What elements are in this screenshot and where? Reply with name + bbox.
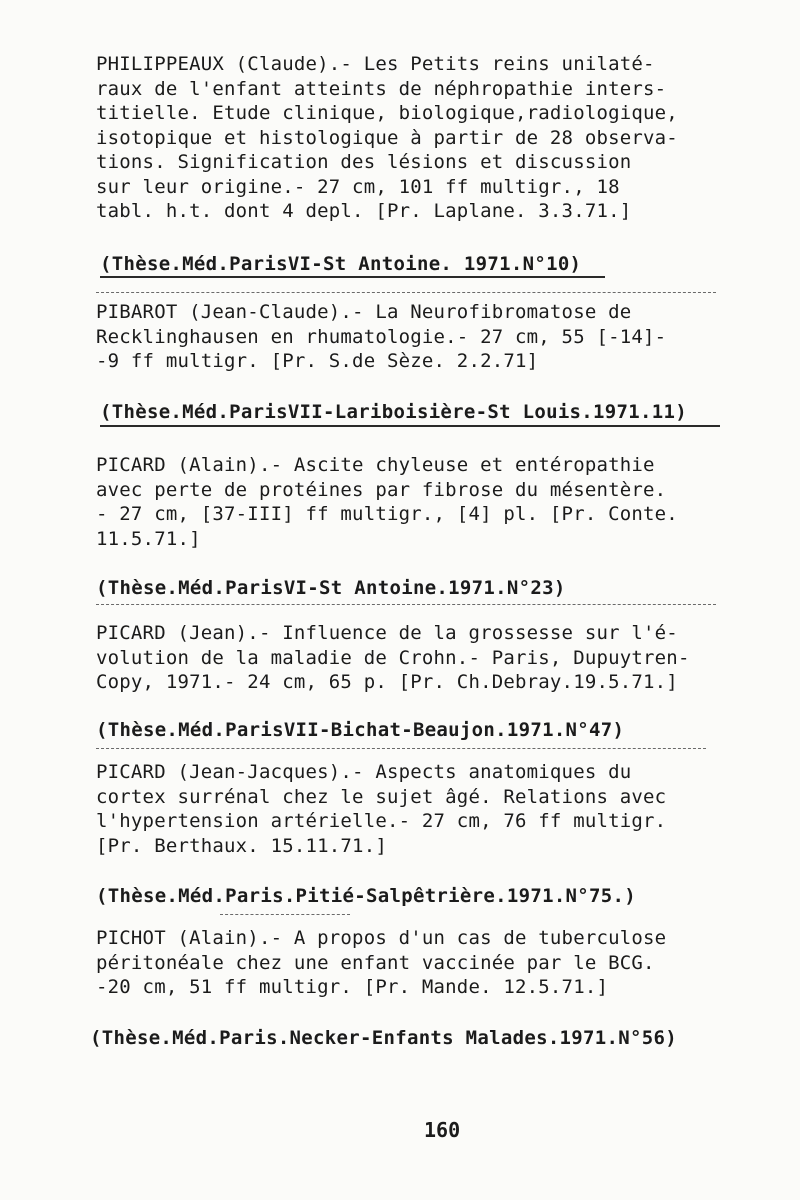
thesis-reference: (Thèse.Méd.Paris.Pitié-Salpêtrière.1971.N°75.) — [96, 885, 636, 907]
underline-rule — [100, 425, 720, 427]
underline-rule — [100, 276, 605, 278]
entry-line: péritonéale chez une enfant vaccinée par le BCG. — [96, 951, 655, 974]
entry-line: titielle. Etude clinique, biologique,radiologique, — [96, 102, 678, 124]
entry-line: l'hypertension artérielle.- 27 cm, 76 ff multigr. — [96, 810, 667, 832]
entry-line: volution de la maladie de Crohn.- Paris, Dupuytren- — [96, 646, 690, 669]
entry-line: -20 cm, 51 ff multigr. [Pr. Mande. 12.5.71.] — [96, 976, 609, 998]
entry-line: -9 ff multigr. [Pr. S.de Sèze. 2.2.71] — [96, 350, 539, 372]
bibliography-entry — [96, 52, 726, 224]
entry-line: - 27 cm, [37-III] ff multigr., [4] pl. [Pr. Conte. — [96, 503, 678, 525]
entry-line: [Pr. Berthaux. 15.11.71.] — [96, 834, 387, 857]
entry-line: Copy, 1971.- 24 cm, 65 p. [Pr. Ch.Debray.19.5.71.] — [96, 671, 678, 693]
separator-line — [96, 292, 716, 293]
separator-line — [96, 604, 716, 605]
bibliography-entry — [96, 453, 726, 551]
separator-line — [220, 914, 350, 915]
entry-line: PICHOT (Alain).- A propos d'un cas de tuberculose — [96, 927, 667, 949]
entry-line: sur leur origine.- 27 cm, 101 ff multigr., 18 — [96, 175, 620, 198]
entry-line: PICARD (Alain).- Ascite chyleuse et entéropathie — [96, 454, 655, 476]
thesis-reference: (Thèse.Méd.Paris.Necker-Enfants Malades.1971.N°56) — [90, 1027, 677, 1049]
entry-line: PHILIPPEAUX (Claude).- Les Petits reins unilaté- — [96, 53, 655, 75]
entry-line: avec perte de protéines par fibrose du mésentère. — [96, 478, 667, 501]
entry-line: raux de l'enfant atteints de néphropathie inters- — [96, 77, 667, 100]
thesis-reference: (Thèse.Méd.ParisVI-St Antoine. 1971.N°10) — [100, 253, 582, 275]
separator-line — [96, 748, 706, 749]
bibliography-entry — [96, 621, 726, 695]
bibliography-entry — [96, 760, 726, 858]
entry-line: cortex surrénal chez le sujet âgé. Relations avec — [96, 785, 667, 808]
thesis-reference: (Thèse.Méd.ParisVII-Lariboisière-St Louis.1971.11) — [100, 401, 687, 423]
entry-line: 11.5.71.] — [96, 527, 201, 550]
bibliography-entry — [96, 300, 726, 374]
entry-line: PICARD (Jean-Jacques).- Aspects anatomiques du — [96, 761, 632, 783]
thesis-reference: (Thèse.Méd.ParisVI-St Antoine.1971.N°23) — [96, 577, 566, 599]
entry-line: PIBAROT (Jean-Claude).- La Neurofibromatose de — [96, 301, 632, 323]
entry-line: Recklinghausen en rhumatologie.- 27 cm, 55 [-14]- — [96, 325, 667, 348]
entry-line: PICARD (Jean).- Influence de la grossesse sur l'é- — [96, 622, 678, 644]
entry-line: tions. Signification des lésions et discussion — [96, 151, 632, 173]
entry-line: isotopique et histologique à partir de 28 observa- — [96, 126, 678, 149]
page-number: 160 — [424, 1118, 461, 1142]
bibliography-entry — [96, 926, 726, 1000]
entry-line: tabl. h.t. dont 4 depl. [Pr. Laplane. 3.3.71.] — [96, 200, 632, 222]
thesis-reference: (Thèse.Méd.ParisVII-Bichat-Beaujon.1971.N°47) — [96, 719, 625, 741]
